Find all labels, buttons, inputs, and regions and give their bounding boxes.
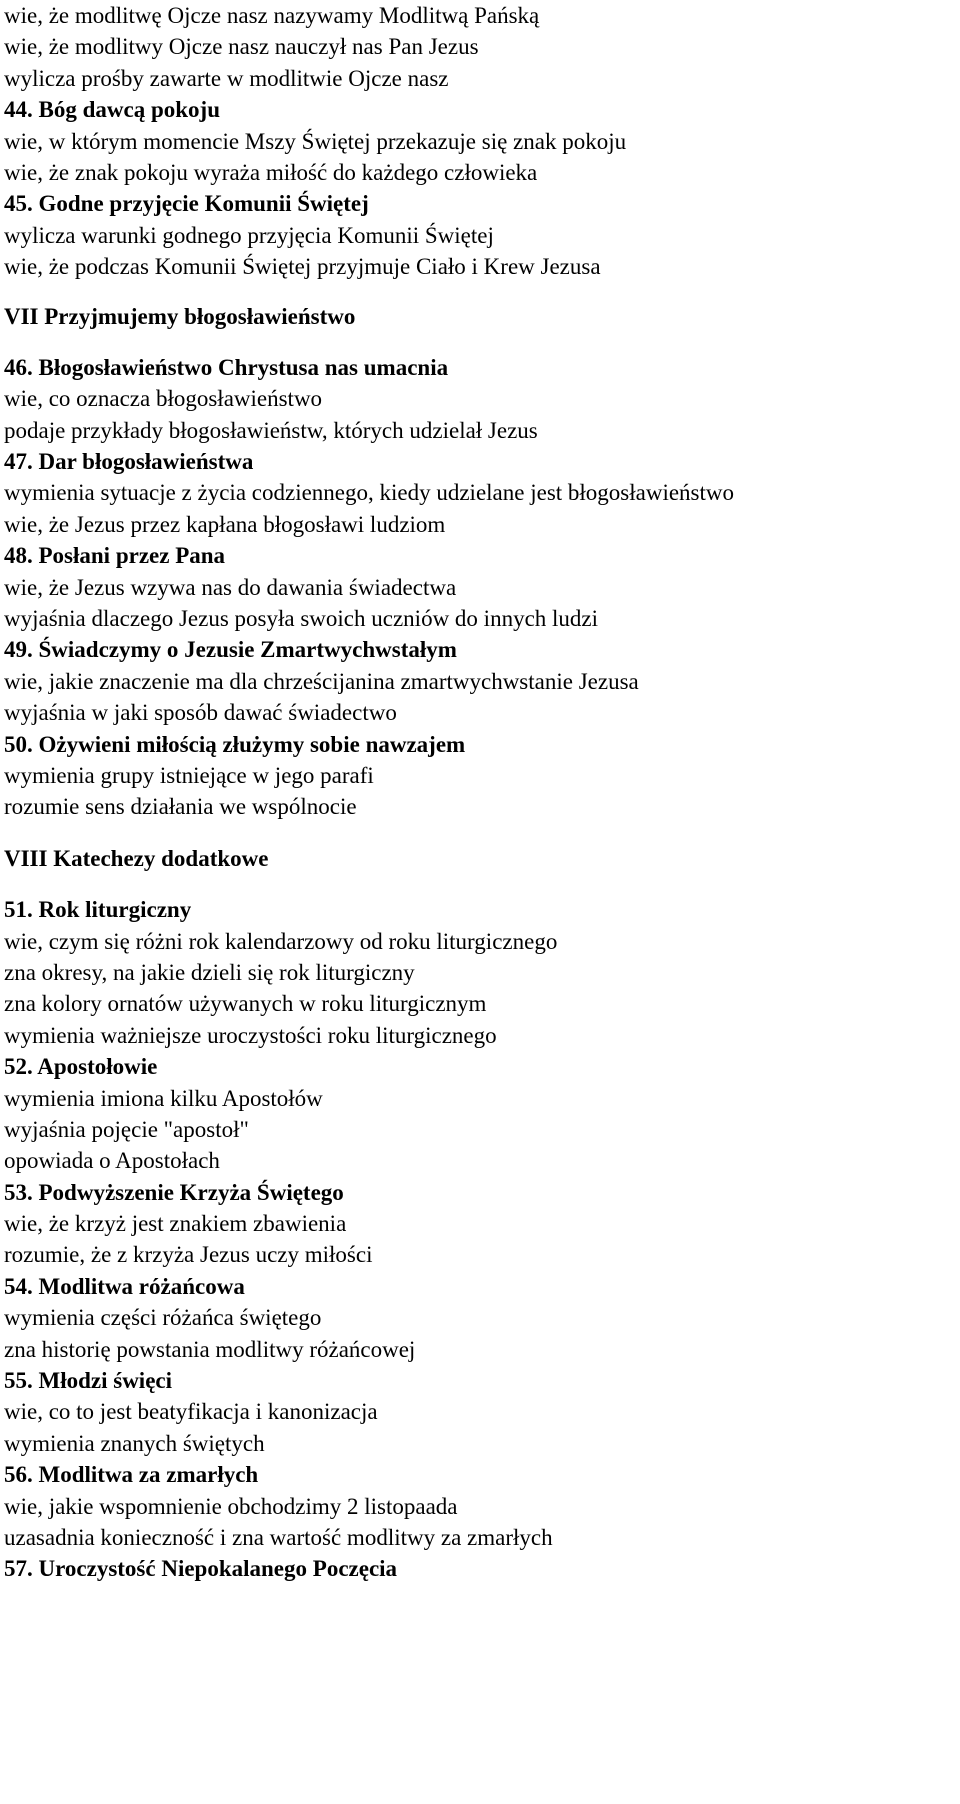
objective-line: wyjaśnia w jaki sposób dawać świadectwo [4,700,397,726]
objective-line: uzasadnia konieczność i zna wartość modlitwy za zmarłych [4,1524,553,1550]
objective-line: zna historię powstania modlitwy różańcowej [4,1336,416,1362]
objective-line: wie, co oznacza błogosławieństwo [4,386,323,412]
objective-line: wymienia grupy istniejące w jego parafi [4,762,374,788]
objective-line: wyjaśnia dlaczego Jezus posyła swoich uczniów do innych ludzi [4,606,599,632]
objective-line: wymienia imiona kilku Apostołów [4,1085,323,1111]
lesson-heading: 47. Dar błogosławieństwa [4,449,254,475]
objective-line: wie, jakie wspomnienie obchodzimy 2 listopaada [4,1493,458,1519]
lesson-heading: 54. Modlitwa różańcowa [4,1273,245,1299]
lesson-heading: 50. Ożywieni miłością złużymy sobie nawzajem [4,731,466,757]
objective-line: rozumie sens działania we wspólnocie [4,794,357,820]
lesson-heading: 44. Bóg dawcą pokoju [4,97,220,123]
lesson-heading: 57. Uroczystość Niepokalanego Poczęcia [4,1556,398,1582]
objective-line: wie, że Jezus przez kapłana błogosławi ludziom [4,511,446,537]
objective-line: wie, w którym momencie Mszy Świętej przekazuje się znak pokoju [4,128,627,154]
lesson-heading: 49. Świadczymy o Jezusie Zmartwychwstałym [4,637,457,663]
objective-line: wie, że krzyż jest znakiem zbawienia [4,1211,347,1237]
objective-line: zna kolory ornatów używanych w roku liturgicznym [4,991,487,1017]
lesson-heading: 46. Błogosławieństwo Chrystusa nas umacnia [4,354,449,380]
objective-line: wyjaśnia pojęcie "apostoł" [4,1116,249,1142]
objective-line: wymienia części różańca świętego [4,1305,322,1331]
chapter-heading: VIII Katechezy dodatkowe [4,845,269,871]
objective-line: wie, jakie znaczenie ma dla chrześcijanina zmartwychwstanie Jezusa [4,668,639,694]
objective-line: wie, że Jezus wzywa nas do dawania świadectwa [4,574,457,600]
objective-line: wie, że modlitwę Ojcze nasz nazywamy Modlitwą Pańską [4,3,540,28]
objective-line: wie, czym się różni rok kalendarzowy od roku liturgicznego [4,928,558,954]
lesson-heading: 55. Młodzi święci [4,1368,172,1394]
lesson-heading: 48. Posłani przez Pana [4,543,226,569]
objective-line: opowiada o Apostołach [4,1148,220,1174]
objective-line: wie, że podczas Komunii Świętej przyjmuje Ciało i Krew Jezusa [4,254,601,280]
lesson-heading: 51. Rok liturgiczny [4,897,192,923]
objective-line: wylicza warunki godnego przyjęcia Komunii Świętej [4,222,494,248]
objective-line: wymienia sytuacje z życia codziennego, kiedy udzielane jest błogosławieństwo [4,480,735,506]
chapter-heading: VII Przyjmujemy błogosławieństwo [4,303,356,329]
lesson-heading: 45. Godne przyjęcie Komunii Świętej [4,191,369,217]
objective-line: wie, że znak pokoju wyraża miłość do każdego człowieka [4,159,538,185]
document-page [4,0,956,1585]
objective-line: rozumie, że z krzyża Jezus uczy miłości [4,1242,373,1268]
lesson-heading: 56. Modlitwa za zmarłych [4,1462,259,1488]
objective-line: wylicza prośby zawarte w modlitwie Ojcze nasz [4,65,449,91]
lesson-heading: 53. Podwyższenie Krzyża Świętego [4,1179,344,1205]
objective-line: podaje przykłady błogosławieństw, których udzielał Jezus [4,417,538,443]
objective-line: wymienia znanych świętych [4,1430,265,1456]
objective-line: wie, że modlitwy Ojcze nasz nauczył nas Pan Jezus [4,34,479,60]
objective-line: zna okresy, na jakie dzieli się rok liturgiczny [4,959,415,985]
objective-line: wie, co to jest beatyfikacja i kanonizacja [4,1399,378,1425]
objective-line: wymienia ważniejsze uroczystości roku liturgicznego [4,1022,497,1048]
lesson-heading: 52. Apostołowie [4,1054,158,1080]
